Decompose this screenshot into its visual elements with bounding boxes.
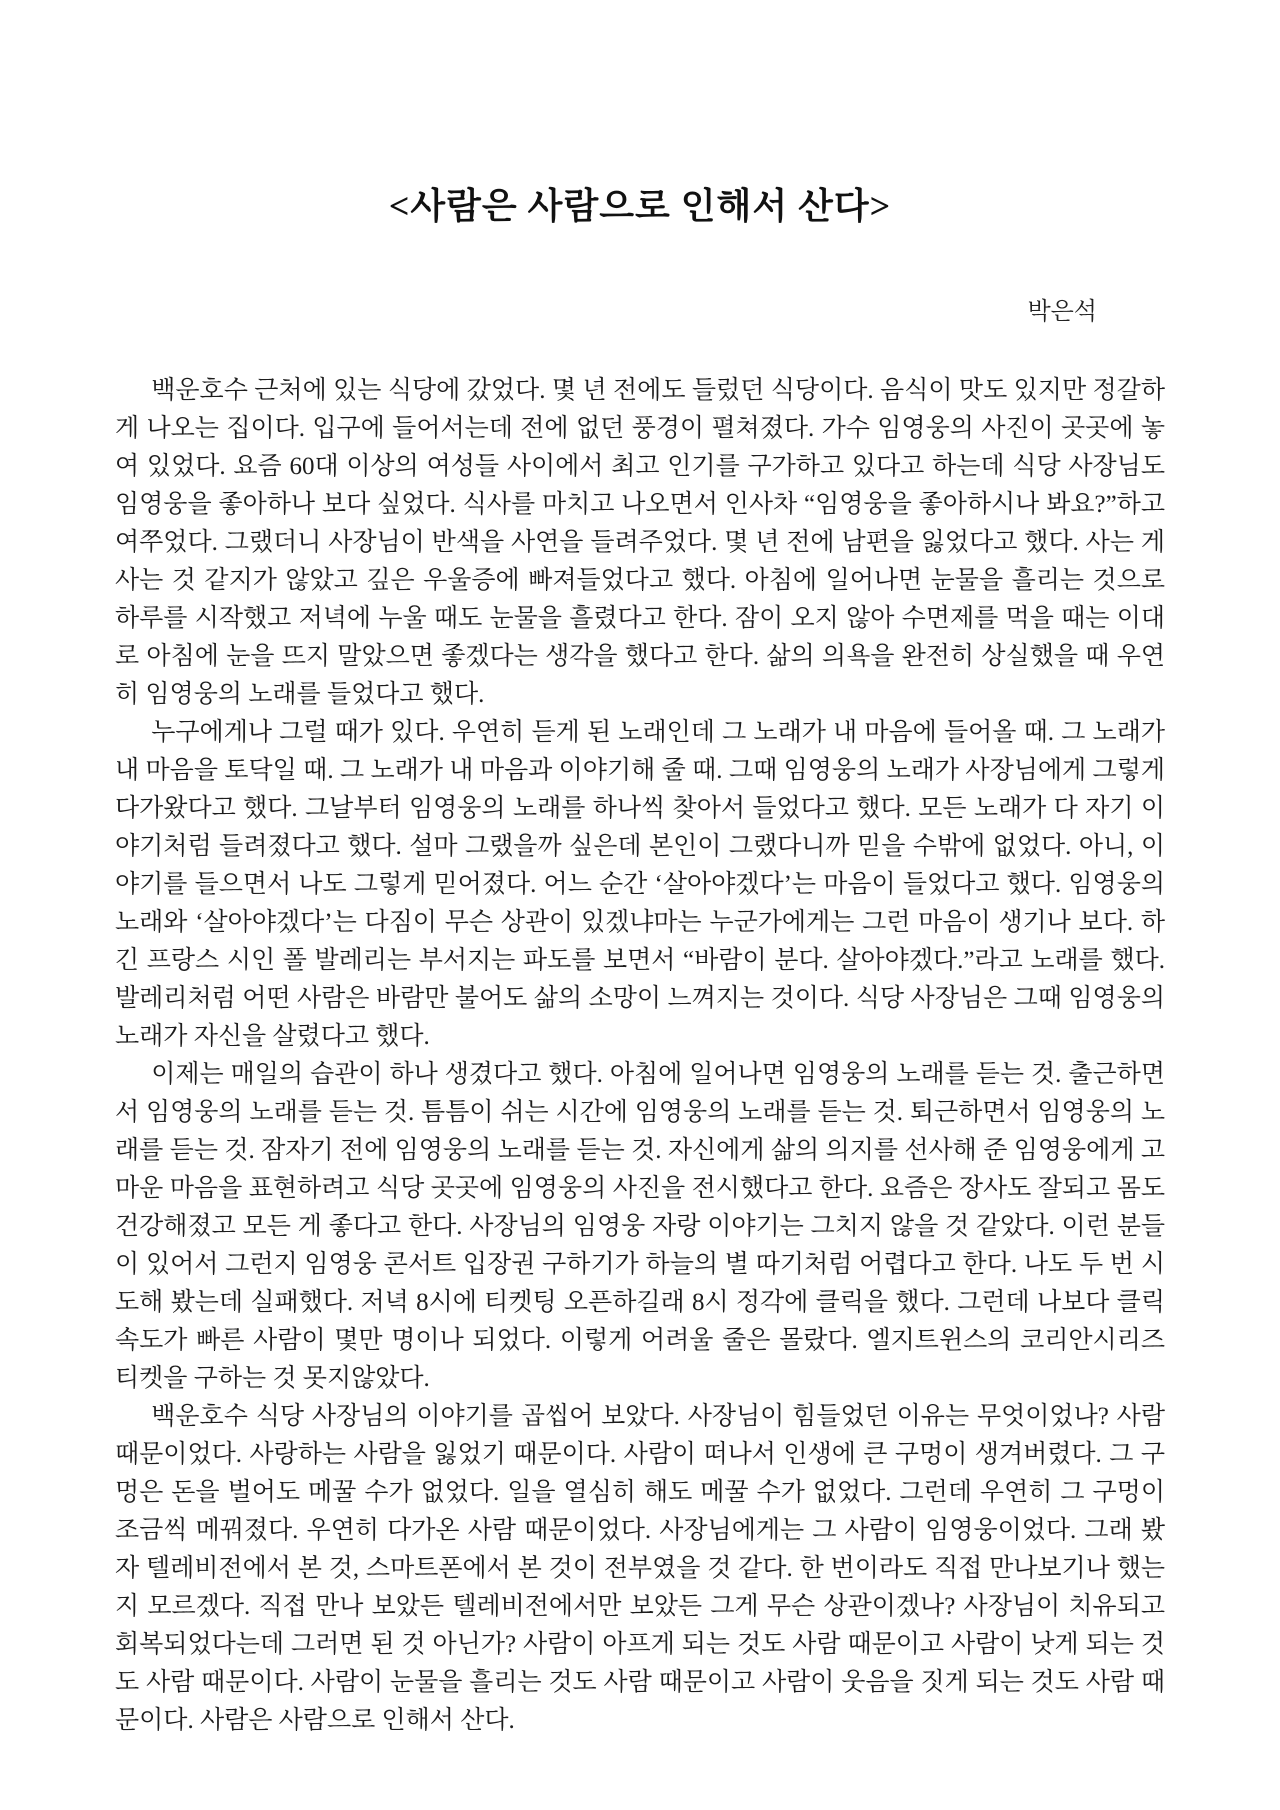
essay-paragraph: 이제는 매일의 습관이 하나 생겼다고 했다. 아침에 일어나면 임영웅의 노래를 듣는 것. 출근하면서 임영웅의 노래를 듣는 것. 틈틈이 쉬는 시간에 임영웅의 노래를 듣는 것. 퇴근하면서 임영웅의 노래를 듣는 것. 잠자기 전에 임영웅의 노래를 듣는 것. 자신에게 삶의 의지를 선사해 준 임영웅에게 고마운 마음을 표현하려고 식당 곳곳에 임영웅의 사진을 전시했다고 한다. 요즘은 장사도 잘되고 몸도 건강해졌고 모든 게 좋다고 한다. 사장님의 임영웅 자랑 이야기는 그치지 않을 것 같았다. 이런 분들이 있어서 그런지 임영웅 콘서트 입장권 구하기가 하늘의 별 따기처럼 어렵다고 한다. 나도 두 번 시도해 봤는데 실패했다. 저녁 8시에 티켓팅 오픈하길래 8시 정각에 클릭을 했다. 그런데 나보다 클릭 속도가 빠른 사람이 몇만 명이나 되었다. 이렇게 어려울 줄은 몰랐다. 엘지트윈스의 코리안시리즈 티켓을 구하는 것 못지않았다. [115, 1061, 1165, 1392]
essay-paragraph: 백운호수 근처에 있는 식당에 갔었다. 몇 년 전에도 들렀던 식당이다. 음식이 맛도 있지만 정갈하게 나오는 집이다. 입구에 들어서는데 전에 없던 풍경이 펼쳐졌다. 가수 임영웅의 사진이 곳곳에 놓여 있었다. 요즘 60대 이상의 여성들 사이에서 최고 인기를 구가하고 있다고 하는데 식당 사장님도 임영웅을 좋아하나 보다 싶었다. 식사를 마치고 나오면서 인사차 “임영웅을 좋아하시나 봐요?”하고 여쭈었다. 그랬더니 사장님이 반색을 사연을 들려주었다. 몇 년 전에 남편을 잃었다고 했다. 사는 게 사는 것 같지가 않았고 깊은 우울증에 빠져들었다고 했다. 아침에 일어나면 눈물을 흘리는 것으로 하루를 시작했고 저녁에 누울 때도 눈물을 흘렸다고 한다. 잠이 오지 않아 수면제를 먹을 때는 이대로 아침에 눈을 뜨지 말았으면 좋겠다는 생각을 했다고 한다. 삶의 의욕을 완전히 상실했을 때 우연히 임영웅의 노래를 들었다고 했다. [115, 377, 1165, 708]
essay-body [115, 372, 1165, 1740]
essay-paragraph: 백운호수 식당 사장님의 이야기를 곱씹어 보았다. 사장님이 힘들었던 이유는 무엇이었나? 사람 때문이었다. 사랑하는 사람을 잃었기 때문이다. 사람이 떠나서 인생에 큰 구멍이 생겨버렸다. 그 구멍은 돈을 벌어도 메꿀 수가 없었다. 일을 열심히 해도 메꿀 수가 없었다. 그런데 우연히 그 구멍이 조금씩 메꿔졌다. 우연히 다가온 사람 때문이었다. 사장님에게는 그 사람이 임영웅이었다. 그래 봤자 텔레비전에서 본 것, 스마트폰에서 본 것이 전부였을 것 같다. 한 번이라도 직접 만나보기나 했는지 모르겠다. 직접 만나 보았든 텔레비전에서만 보았든 그게 무슨 상관이겠나? 사장님이 치유되고 회복되었다는데 그러면 된 것 아닌가? 사람이 아프게 되는 것도 사람 때문이고 사람이 낫게 되는 것도 사람 때문이다. 사람이 눈물을 흘리는 것도 사람 때문이고 사람이 웃음을 짓게 되는 것도 사람 때문이다. 사람은 사람으로 인해서 산다. [115, 1403, 1165, 1734]
essay-title: <사람은 사람으로 인해서 산다> [388, 186, 892, 226]
essay-paragraph: 누구에게나 그럴 때가 있다. 우연히 듣게 된 노래인데 그 노래가 내 마음에 들어올 때. 그 노래가 내 마음을 토닥일 때. 그 노래가 내 마음과 이야기해 줄 때. 그때 임영웅의 노래가 사장님에게 그렇게 다가왔다고 했다. 그날부터 임영웅의 노래를 하나씩 찾아서 들었다고 했다. 모든 노래가 다 자기 이야기처럼 들려졌다고 했다. 설마 그랬을까 싶은데 본인이 그랬다니까 믿을 수밖에 없었다. 아니, 이야기를 들으면서 나도 그렇게 믿어졌다. 어느 순간 ‘살아야겠다’는 마음이 들었다고 했다. 임영웅의 노래와 ‘살아야겠다’는 다짐이 무슨 상관이 있겠냐마는 누군가에게는 그런 마음이 생기나 보다. 하긴 프랑스 시인 폴 발레리는 부서지는 파도를 보면서 “바람이 분다. 살아야겠다.”라고 노래를 했다. 발레리처럼 어떤 사람은 바람만 불어도 삶의 소망이 느껴지는 것이다. 식당 사장님은 그때 임영웅의 노래가 자신을 살렸다고 했다. [115, 719, 1165, 1050]
essay-author: 박은석 [1027, 299, 1097, 325]
